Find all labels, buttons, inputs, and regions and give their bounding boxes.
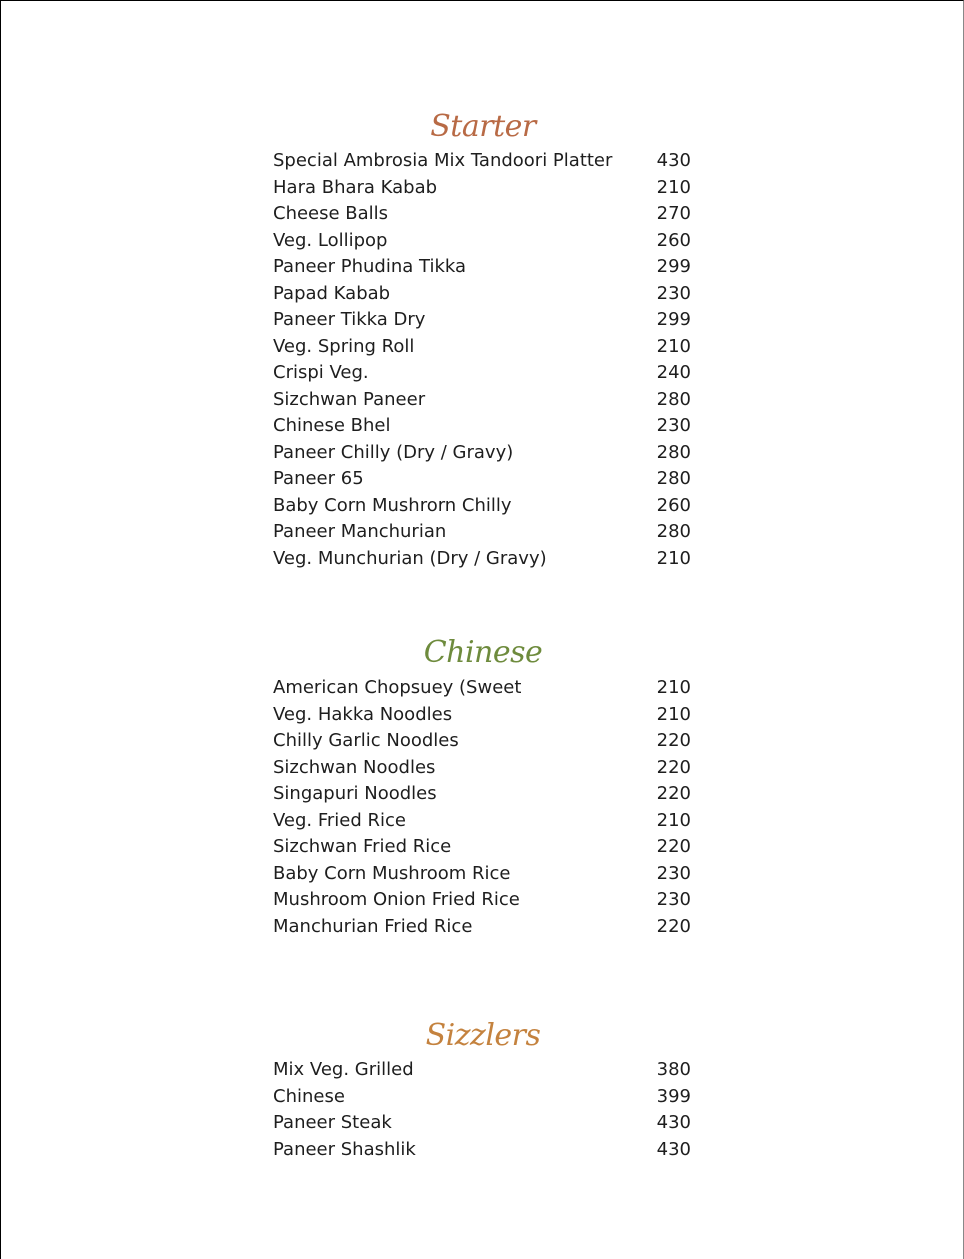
item-price: 280 xyxy=(656,521,691,542)
menu-item xyxy=(273,1084,693,1111)
item-price: 240 xyxy=(656,362,691,383)
item-price: 399 xyxy=(656,1085,691,1107)
menu-item xyxy=(273,546,693,573)
menu-item xyxy=(273,834,693,861)
menu-item xyxy=(273,914,693,941)
section-title-text: Starter xyxy=(430,109,536,144)
menu-item xyxy=(273,360,693,387)
item-price: 210 xyxy=(656,176,691,198)
item-price: 280 xyxy=(656,468,691,489)
item-name: Paneer Steak xyxy=(273,1112,392,1133)
menu-item xyxy=(273,702,693,729)
item-price: 230 xyxy=(656,862,691,884)
item-price: 430 xyxy=(656,150,691,171)
item-name: Chinese Bhel xyxy=(273,415,391,436)
item-price: 299 xyxy=(656,309,691,330)
menu-item xyxy=(273,1110,693,1137)
item-name: American Chopsuey (Sweet xyxy=(273,677,522,698)
item-price: 220 xyxy=(656,756,691,778)
starter-title xyxy=(273,109,693,145)
menu-item xyxy=(273,334,693,361)
item-name: Singapuri Noodles xyxy=(273,783,437,804)
menu-item xyxy=(273,1137,693,1164)
menu-item xyxy=(273,148,693,175)
item-price: 260 xyxy=(656,494,691,516)
menu-item xyxy=(273,413,693,440)
item-price: 280 xyxy=(656,388,691,410)
menu-item xyxy=(273,175,693,202)
item-price: 230 xyxy=(656,282,691,304)
item-name: Paneer Chilly (Dry / Gravy) xyxy=(273,441,514,463)
item-name: Sizchwan Noodles xyxy=(273,756,436,778)
item-name: Veg. Lollipop xyxy=(273,229,388,251)
menu-item xyxy=(273,728,693,755)
menu-item xyxy=(273,307,693,334)
item-name: Paneer Phudina Tikka xyxy=(273,256,467,277)
item-name: Chinese xyxy=(273,1085,345,1107)
item-name: Paneer 65 xyxy=(273,468,364,489)
item-name: Chilly Garlic Noodles xyxy=(273,730,459,751)
item-name: Manchurian Fried Rice xyxy=(273,915,473,937)
item-price: 430 xyxy=(656,1138,691,1160)
menu-item xyxy=(273,675,693,702)
item-name: Sizchwan Paneer xyxy=(273,388,426,410)
item-name: Veg. Spring Roll xyxy=(273,335,415,357)
item-name: Veg. Munchurian (Dry / Gravy) xyxy=(273,547,547,569)
chinese-title xyxy=(273,635,693,671)
item-price: 220 xyxy=(656,915,691,937)
item-name: Hara Bhara Kabab xyxy=(273,176,438,198)
sizzlers-title xyxy=(273,1018,693,1054)
menu-item xyxy=(273,201,693,228)
menu-item xyxy=(273,887,693,914)
item-name: Veg. Hakka Noodles xyxy=(273,703,453,725)
menu-item xyxy=(273,493,693,520)
menu-item xyxy=(273,781,693,808)
menu-item xyxy=(273,254,693,281)
item-price: 210 xyxy=(656,335,691,357)
item-price: 270 xyxy=(656,203,691,224)
chinese-items xyxy=(273,675,693,940)
menu-item xyxy=(273,228,693,255)
item-price: 380 xyxy=(656,1059,691,1080)
menu-item xyxy=(273,755,693,782)
item-name: Baby Corn Mushrorn Chilly xyxy=(273,494,512,516)
menu-item xyxy=(273,519,693,546)
item-name: Paneer Manchurian xyxy=(273,521,447,542)
menu-item xyxy=(273,440,693,467)
item-name: Veg. Fried Rice xyxy=(273,809,407,831)
menu-item xyxy=(273,466,693,493)
item-name: Paneer Shashlik xyxy=(273,1138,416,1160)
item-name: Cheese Balls xyxy=(273,203,389,224)
item-price: 260 xyxy=(656,229,691,251)
menu-item xyxy=(273,808,693,835)
item-name: Mushroom Onion Fried Rice xyxy=(273,889,520,910)
item-name: Sizchwan Fried Rice xyxy=(273,836,452,857)
item-price: 299 xyxy=(656,256,691,277)
item-price: 210 xyxy=(656,809,691,831)
section-title-text: Chinese xyxy=(423,635,543,670)
sizzlers-items xyxy=(273,1057,693,1163)
item-name: Paneer Tikka Dry xyxy=(273,309,426,330)
item-price: 210 xyxy=(656,677,691,698)
item-price: 230 xyxy=(656,889,691,910)
item-price: 230 xyxy=(656,415,691,436)
item-price: 220 xyxy=(656,730,691,751)
item-name: Crispi Veg. xyxy=(273,362,369,383)
item-name: Mix Veg. Grilled xyxy=(273,1059,414,1080)
section-title-text: Sizzlers xyxy=(425,1018,541,1053)
menu-item xyxy=(273,1057,693,1084)
item-price: 210 xyxy=(656,703,691,725)
menu-item xyxy=(273,861,693,888)
starter-items xyxy=(273,148,693,572)
item-price: 280 xyxy=(656,441,691,463)
item-price: 220 xyxy=(656,836,691,857)
item-price: 430 xyxy=(656,1112,691,1133)
item-price: 210 xyxy=(656,547,691,569)
menu-item xyxy=(273,281,693,308)
item-name: Papad Kabab xyxy=(273,282,391,304)
item-price: 220 xyxy=(656,783,691,804)
item-name: Baby Corn Mushroom Rice xyxy=(273,862,511,884)
menu-item xyxy=(273,387,693,414)
item-name: Special Ambrosia Mix Tandoori Platter xyxy=(273,150,613,171)
